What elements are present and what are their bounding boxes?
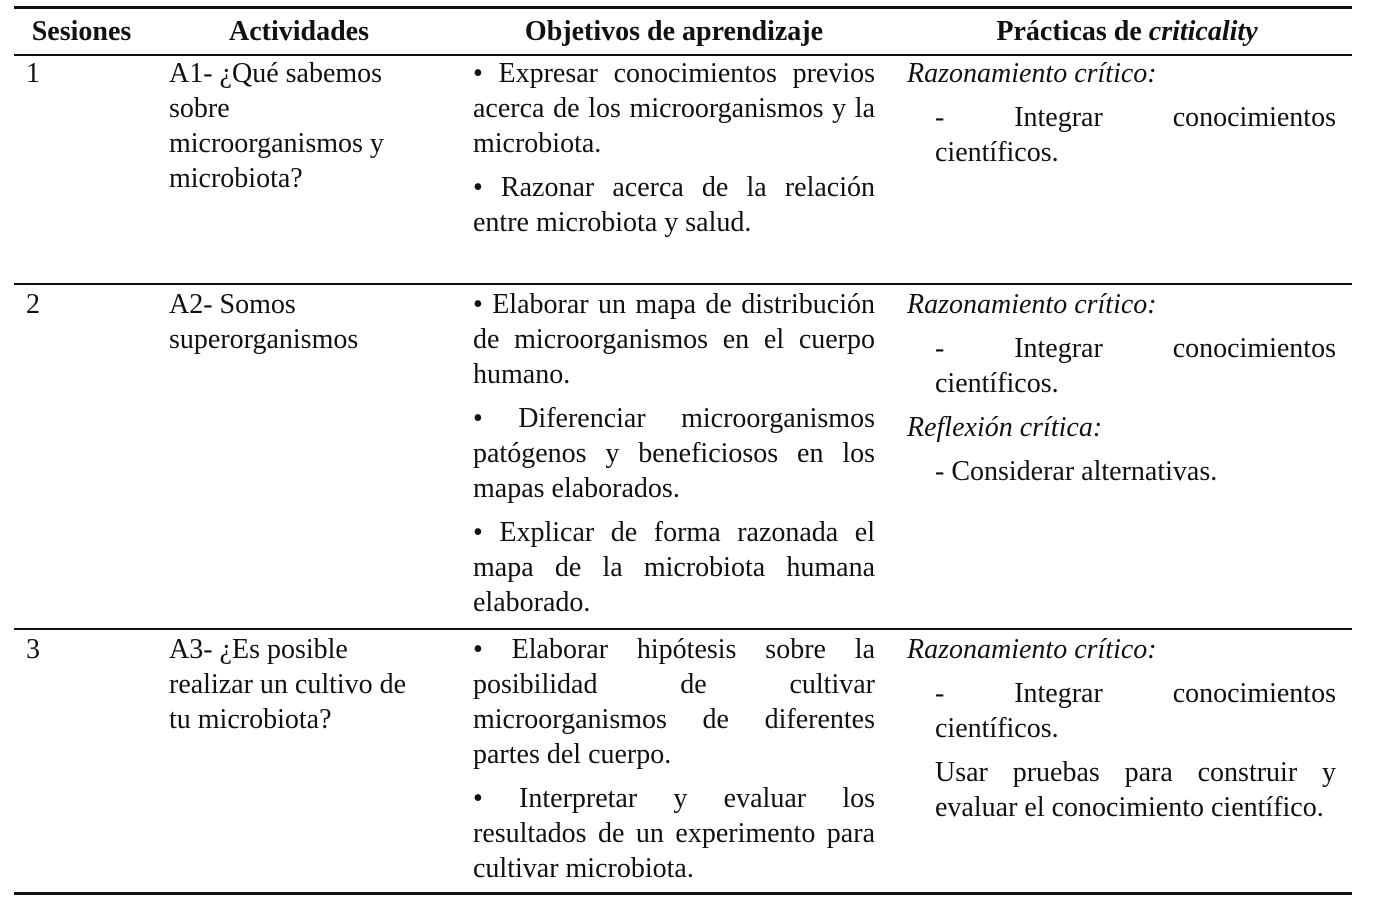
row-3-activity: A3- ¿Es posible realizar un cultivo de tu microbiota? xyxy=(169,634,407,735)
practice-item: Usar pruebas para construir y evaluar el conocimiento científico. xyxy=(935,757,1336,823)
row-3-objectives xyxy=(473,632,875,895)
practice-item: - Considerar alternativas. xyxy=(935,456,1218,487)
header-practices-italic: criticality xyxy=(1148,16,1258,47)
practice-heading: Reflexión crítica: xyxy=(907,412,1103,443)
practice-heading: Razonamiento crítico: xyxy=(907,58,1157,89)
header-practices xyxy=(907,14,1347,50)
practice-item: - Integrar conocimientos científicos. xyxy=(935,678,1336,744)
row-1-session: 1 xyxy=(26,58,40,89)
row-3-session: 3 xyxy=(26,634,40,665)
objective-item: • Expresar conocimientos previos acerca de los microorganismos y la microbiota. xyxy=(473,58,875,159)
header-activities: Actividades xyxy=(229,16,369,47)
objective-item: • Elaborar un mapa de distribución de microorganismos en el cuerpo humano. xyxy=(473,289,875,390)
practice-heading: Razonamiento crítico: xyxy=(907,289,1157,320)
header-objectives: Objetivos de aprendizaje xyxy=(524,16,824,47)
practice-item: - Integrar conocimientos científicos. xyxy=(935,102,1336,168)
row-divider xyxy=(14,283,1352,285)
header-practices-prefix: Prácticas de xyxy=(996,16,1149,47)
practice-item: - Integrar conocimientos científicos. xyxy=(935,333,1336,399)
objective-item: • Interpretar y evaluar los resultados de un experimento para cultivar microbiota. xyxy=(473,783,875,884)
objective-item: • Elaborar hipótesis sobre la posibilidad de cultivar microorganismos de diferentes partes del cuerpo. xyxy=(473,634,875,770)
objective-item: • Razonar acerca de la relación entre microbiota y salud. xyxy=(473,172,875,238)
objective-item: • Explicar de forma razonada el mapa de la microbiota humana elaborado. xyxy=(473,517,875,618)
row-3-practices xyxy=(907,632,1336,825)
objective-item: • Diferenciar microorganismos patógenos y beneficiosos en los mapas elaborados. xyxy=(473,403,875,504)
row-1-objectives xyxy=(473,56,875,249)
table-top-rule xyxy=(14,6,1352,9)
row-2-practices xyxy=(907,287,1336,489)
row-1-activity: A1- ¿Qué sabemos sobre microorganismos y microbiota? xyxy=(169,58,384,194)
row-1-practices xyxy=(907,56,1336,170)
practice-heading: Razonamiento crítico: xyxy=(907,634,1157,665)
header-sessions: Sesiones xyxy=(31,16,132,47)
row-2-session: 2 xyxy=(26,289,40,320)
row-2-objectives xyxy=(473,287,875,629)
row-2-activity: A2- Somos superorganismos xyxy=(169,289,359,355)
